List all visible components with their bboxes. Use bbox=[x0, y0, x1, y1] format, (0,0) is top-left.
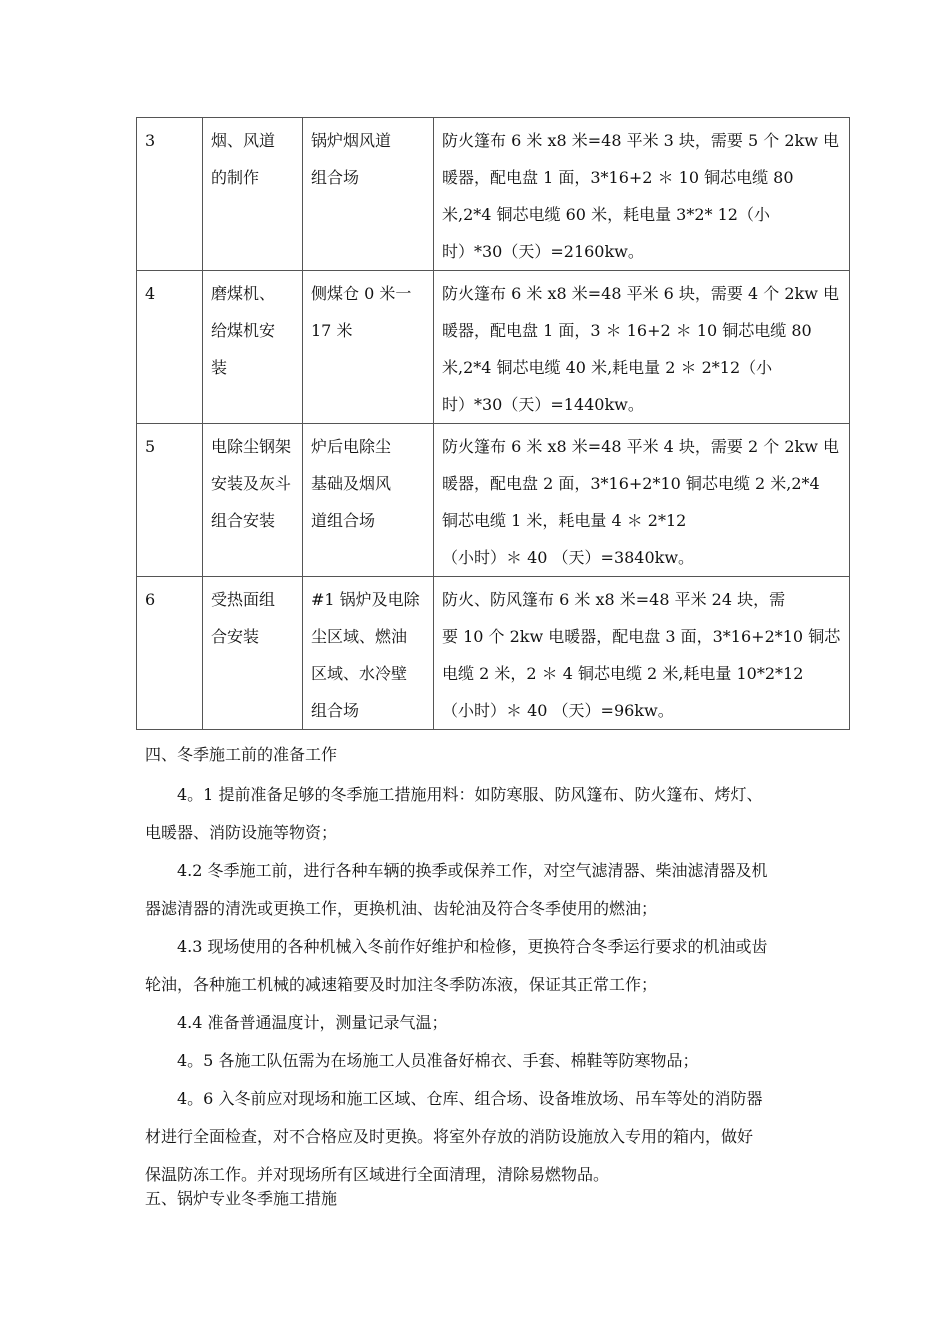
cell-text-line: 组合安装 bbox=[211, 511, 276, 530]
row-number-cell bbox=[137, 271, 203, 424]
cell-text-line: 暖器，配电盘 1 面，3*16+2 ＊ 10 铜芯电缆 80 bbox=[442, 168, 794, 187]
section-4-item bbox=[145, 1004, 849, 1042]
cell-text-line: 磨煤机、 bbox=[211, 284, 276, 303]
cell-text-line: 5 bbox=[145, 437, 156, 456]
section-4-item bbox=[145, 1042, 849, 1080]
section-4-item bbox=[145, 852, 849, 928]
table-body bbox=[137, 118, 850, 730]
cell-text-line: 安装及灰斗 bbox=[211, 474, 292, 493]
cell-text-line: 给煤机安 bbox=[211, 321, 276, 340]
table-row bbox=[137, 424, 850, 577]
row-number-cell bbox=[137, 424, 203, 577]
cell-text-line: 炉后电除尘 bbox=[311, 437, 392, 456]
cell-text-line: 防火篷布 6 米 x8 米=48 平米 6 块，需要 4 个 2kw 电 bbox=[442, 284, 840, 303]
cell-text-line: 电除尘钢架 bbox=[211, 437, 292, 456]
paragraph-line: 4。5 各施工队伍需为在场施工人员准备好棉衣、手套、棉鞋等防寒物品； bbox=[177, 1051, 699, 1070]
section-4-heading: 四、冬季施工前的准备工作 bbox=[145, 745, 338, 764]
measures-cell bbox=[434, 118, 850, 271]
table-row bbox=[137, 271, 850, 424]
cell-text-line: （小时）＊ 40 （天）=96kw。 bbox=[442, 701, 674, 720]
measures-cell bbox=[434, 577, 850, 730]
cell-text-line: 基础及烟风 bbox=[311, 474, 392, 493]
cell-text-line: 锅炉烟风道 bbox=[311, 131, 392, 150]
paragraph-line: 器滤清器的清洗或更换工作，更换机油、齿轮油及符合冬季使用的燃油； bbox=[145, 899, 658, 918]
cell-text-line: 17 米 bbox=[311, 321, 353, 340]
table-row bbox=[137, 118, 850, 271]
cell-text-line: 时）*30（天）=1440kw。 bbox=[442, 395, 644, 414]
location-cell bbox=[303, 577, 434, 730]
cell-text-line: （小时）＊ 40 （天）=3840kw。 bbox=[442, 548, 695, 567]
cell-text-line: 装 bbox=[211, 358, 228, 377]
work-item-cell bbox=[203, 577, 303, 730]
measures-cell bbox=[434, 424, 850, 577]
cell-text-line: 6 bbox=[145, 590, 156, 609]
section-4-item bbox=[145, 776, 849, 852]
cell-text-line: 区域、水冷壁 bbox=[311, 664, 408, 683]
paragraph-line: 4.4 准备普通温度计，测量记录气温； bbox=[177, 1013, 448, 1032]
paragraph-line: 电暖器、消防设施等物资； bbox=[145, 823, 338, 842]
location-cell bbox=[303, 424, 434, 577]
cell-text-line: 暖器，配电盘 1 面，3 ＊ 16+2 ＊ 10 铜芯电缆 80 bbox=[442, 321, 812, 340]
section-4-items bbox=[145, 776, 849, 1194]
cell-text-line: 尘区域、燃油 bbox=[311, 627, 408, 646]
cell-text-line: 暖器，配电盘 2 面，3*16+2*10 铜芯电缆 2 米,2*4 bbox=[442, 474, 820, 493]
cell-text-line: #1 锅炉及电除 bbox=[311, 590, 420, 609]
paragraph-line: 保温防冻工作。并对现场所有区域进行全面清理，清除易燃物品。 bbox=[145, 1165, 610, 1184]
row-number-cell bbox=[137, 577, 203, 730]
cell-text-line: 时）*30（天）=2160kw。 bbox=[442, 242, 644, 261]
cell-text-line: 烟、风道 bbox=[211, 131, 276, 150]
cell-text-line: 侧煤仓 0 米一 bbox=[311, 284, 412, 303]
cell-text-line: 组合场 bbox=[311, 168, 360, 187]
cell-text-line: 防火篷布 6 米 x8 米=48 平米 4 块，需要 2 个 2kw 电 bbox=[442, 437, 840, 456]
section-5-heading: 五、锅炉专业冬季施工措施 bbox=[145, 1189, 338, 1208]
cell-text-line: 要 10 个 2kw 电暖器，配电盘 3 面，3*16+2*10 铜芯 bbox=[442, 627, 841, 646]
location-cell bbox=[303, 271, 434, 424]
cell-text-line: 铜芯电缆 1 米，耗电量 4 ＊ 2*12 bbox=[442, 511, 687, 530]
cell-text-line: 防火、防风篷布 6 米 x8 米=48 平米 24 块，需 bbox=[442, 590, 786, 609]
table-row bbox=[137, 577, 850, 730]
row-number-cell bbox=[137, 118, 203, 271]
cell-text-line: 米,2*4 铜芯电缆 60 米，耗电量 3*2* 12（小 bbox=[442, 205, 770, 224]
section-4-item bbox=[145, 928, 849, 1004]
paragraph-line: 4。1 提前准备足够的冬季施工措施用料：如防寒服、防风篷布、防火篷布、烤灯、 bbox=[177, 785, 763, 804]
cell-text-line: 电缆 2 米，2 ＊ 4 铜芯电缆 2 米,耗电量 10*2*12 bbox=[442, 664, 804, 683]
work-item-cell bbox=[203, 424, 303, 577]
paragraph-line: 材进行全面检查，对不合格应及时更换。将室外存放的消防设施放入专用的箱内，做好 bbox=[145, 1127, 754, 1146]
cell-text-line: 米,2*4 铜芯电缆 40 米,耗电量 2 ＊ 2*12（小 bbox=[442, 358, 773, 377]
section-4-item bbox=[145, 1080, 849, 1194]
cell-text-line: 的制作 bbox=[211, 168, 260, 187]
cell-text-line: 受热面组 bbox=[211, 590, 276, 609]
cell-text-line: 3 bbox=[145, 131, 156, 150]
paragraph-line: 4.3 现场使用的各种机械入冬前作好维护和检修，更换符合冬季运行要求的机油或齿 bbox=[177, 937, 768, 956]
cell-text-line: 道组合场 bbox=[311, 511, 376, 530]
cell-text-line: 合安装 bbox=[211, 627, 260, 646]
paragraph-line: 4。6 入冬前应对现场和施工区域、仓库、组合场、设备堆放场、吊车等处的消防器 bbox=[177, 1089, 763, 1108]
cell-text-line: 组合场 bbox=[311, 701, 360, 720]
work-item-cell bbox=[203, 118, 303, 271]
paragraph-line: 4.2 冬季施工前，进行各种车辆的换季或保养工作，对空气滤清器、柴油滤清器及机 bbox=[177, 861, 768, 880]
measures-cell bbox=[434, 271, 850, 424]
winter-measures-table bbox=[136, 117, 850, 730]
work-item-cell bbox=[203, 271, 303, 424]
location-cell bbox=[303, 118, 434, 271]
cell-text-line: 防火篷布 6 米 x8 米=48 平米 3 块，需要 5 个 2kw 电 bbox=[442, 131, 840, 150]
cell-text-line: 4 bbox=[145, 284, 156, 303]
paragraph-line: 轮油，各种施工机械的减速箱要及时加注冬季防冻液，保证其正常工作； bbox=[145, 975, 658, 994]
